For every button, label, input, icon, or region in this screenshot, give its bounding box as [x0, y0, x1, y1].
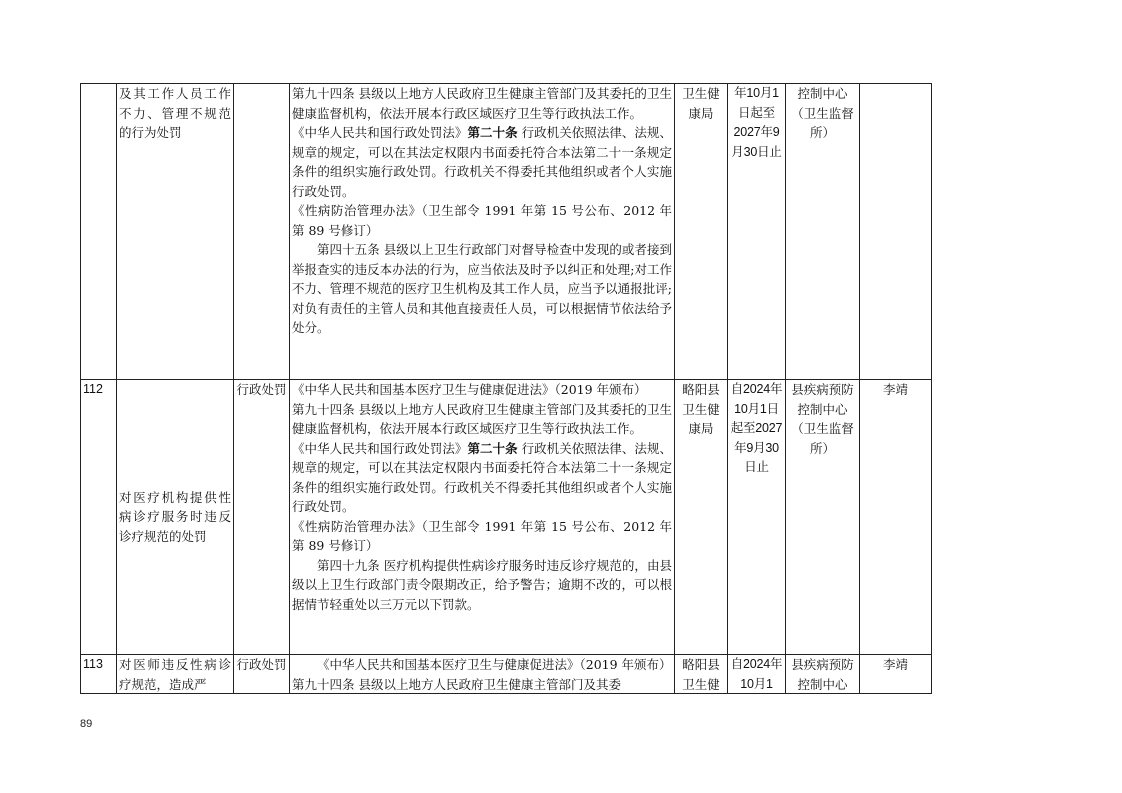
responsible-person: 李靖 [860, 655, 932, 694]
basis-paragraph: 《性病防治管理办法》（卫生部令 1991 年第 15 号公布、2012 年第 89 号修订） [292, 203, 672, 238]
basis-paragraph: 《中华人民共和国行政处罚法》第二十条 行政机关依照法律、法规、规章的规定，可以在其法定权限内书面委托符合本法第二十一条规定条件的组织实施行政处罚。行政机关不得委托其他组织或者个人实施行政处罚。 [292, 440, 672, 514]
basis-paragraph: 第四十五条 县级以上卫生行政部门对督导检查中发现的或者接到举报查实的违反本办法的行为，应当依法及时予以纠正和处理;对工作不力、管理不规范的医疗卫生机构及其工作人员，应当予以通报批评;对负有责任的主管人员和其他直接责任人员，可以根据情节依法给予处分。 [292, 242, 672, 335]
item-kind [234, 84, 290, 380]
basis-paragraph: 《中华人民共和国基本医疗卫生与健康促进法》（2019 年颁布） [317, 657, 672, 672]
article-number: 第二十条 [467, 125, 518, 140]
article-number: 第二十条 [467, 440, 518, 456]
responsible-person [860, 84, 932, 380]
item-number: 113 [81, 655, 117, 694]
validity-period: 自2024年10月1 [728, 655, 786, 694]
basis-paragraph: 第九十四条 县级以上地方人民政府卫生健康主管部门及其委托的卫生健康监督机构，依法开展本行政区域医疗卫生等行政执法工作。 [292, 86, 672, 121]
item-name: 及其工作人员工作不力、管理不规范的行为处罚 [117, 84, 234, 380]
authority: 略阳县卫生健 [675, 655, 728, 694]
item-number: 112 [81, 380, 117, 655]
basis-paragraph: 第四十九条 医疗机构提供性病诊疗服务时违反诊疗规范的，由县级以上卫生行政部门责令限期改正，给予警告；逾期不改的，可以根据情节轻重处以三万元以下罚款。 [292, 557, 672, 612]
basis-paragraph: 《性病防治管理办法》（卫生部令 1991 年第 15 号公布、2012 年第 89 号修订） [292, 518, 672, 553]
item-name: 对医疗机构提供性病诊疗服务时违反诊疗规范的处罚 [117, 380, 234, 655]
table-row [81, 84, 932, 380]
page-number: 89 [80, 718, 93, 730]
item-number [81, 84, 117, 380]
legal-basis [290, 84, 675, 380]
legal-basis [290, 380, 675, 655]
executing-agency: 县疾病预防控制中心 [786, 655, 860, 694]
executing-agency: 控制中心（卫生监督所） [786, 84, 860, 380]
basis-paragraph: 第九十四条 县级以上地方人民政府卫生健康主管部门及其委托的卫生健康监督机构，依法开展本行政区域医疗卫生等行政执法工作。 [292, 401, 672, 436]
validity-period: 自2024年10月1日起至2027年9月30日止 [728, 380, 786, 655]
basis-paragraph: 《中华人民共和国基本医疗卫生与健康促进法》（2019 年颁布） [292, 382, 647, 397]
table-row [81, 380, 932, 655]
basis-paragraph: 《中华人民共和国行政处罚法》第二十条 行政机关依照法律、法规、规章的规定，可以在其法定权限内书面委托符合本法第二十一条规定条件的组织实施行政处罚。行政机关不得委托其他组织或者个人实施行政处罚。 [292, 125, 672, 199]
table-row [81, 655, 932, 694]
enforcement-table [80, 83, 932, 694]
authority: 卫生健康局 [675, 84, 728, 380]
basis-paragraph: 第九十四条 县级以上地方人民政府卫生健康主管部门及其委 [292, 676, 621, 692]
executing-agency: 县疾病预防控制中心（卫生监督所） [786, 380, 860, 655]
authority: 略阳县卫生健康局 [675, 380, 728, 655]
responsible-person: 李靖 [860, 380, 932, 655]
item-kind: 行政处罚 [234, 655, 290, 694]
item-name: 对医师违反性病诊疗规范，造成严 [117, 655, 234, 694]
legal-basis [290, 655, 675, 694]
item-kind: 行政处罚 [234, 380, 290, 655]
validity-period: 年10月1日起至2027年9月30日止 [728, 84, 786, 380]
